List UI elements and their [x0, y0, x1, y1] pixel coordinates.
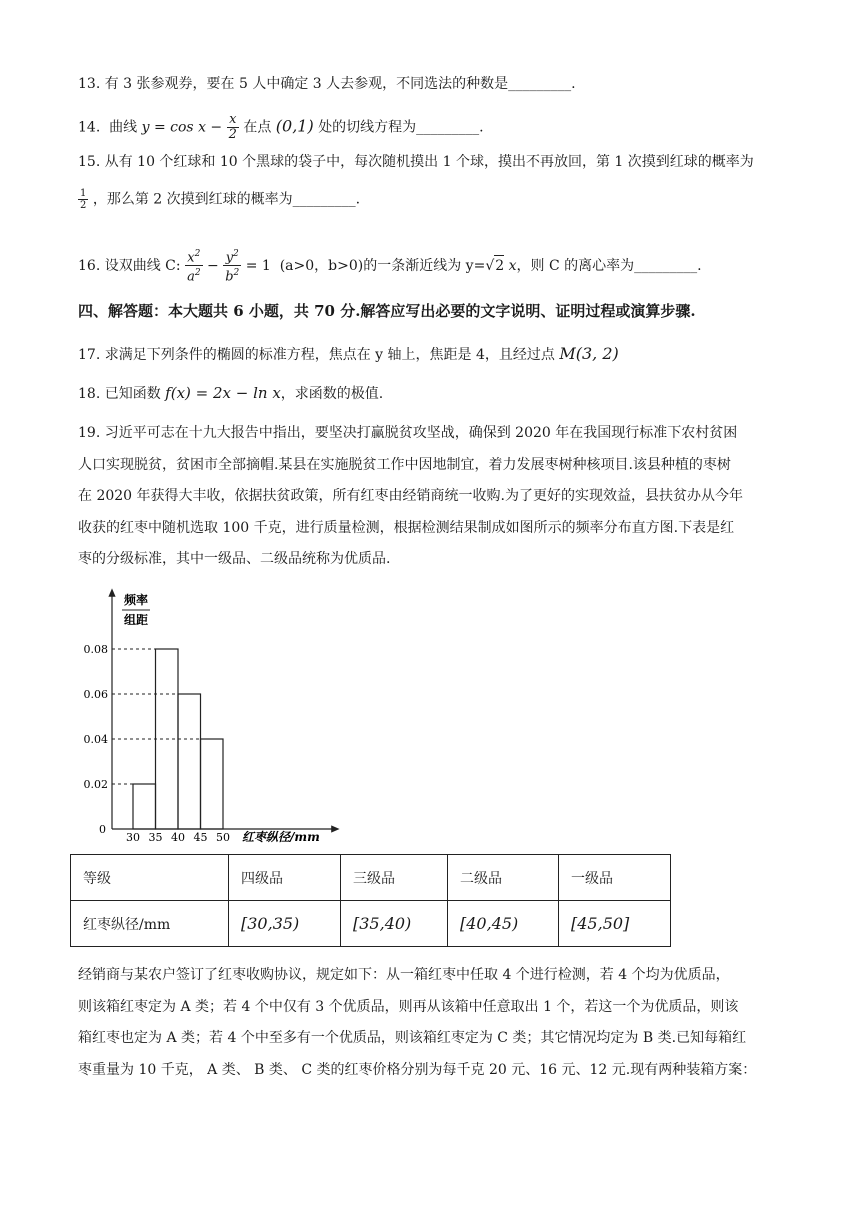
- paragraph-line: 枣的分级标准，其中一级品、二级品统称为优质品.: [78, 551, 391, 567]
- question-15-line2: [78, 188, 360, 211]
- question-number: 14.: [78, 119, 101, 136]
- table-cell: [35,40): [341, 901, 448, 947]
- question-number: 16.: [78, 257, 101, 274]
- x-axis-label: 红枣纵径/mm: [242, 830, 320, 844]
- question-number: 17.: [78, 347, 101, 363]
- x-tick-label: 45: [193, 831, 208, 844]
- question-15-line1: [78, 152, 754, 172]
- histogram-bar: [178, 694, 201, 829]
- table-cell: 等级: [71, 855, 229, 901]
- fraction: $\frac{x}{2}$: [228, 112, 237, 142]
- histogram-bar: [133, 784, 156, 829]
- table-cell: 四级品: [229, 855, 341, 901]
- table-cell: 二级品: [448, 855, 559, 901]
- table-cell: [45,50]: [559, 901, 671, 947]
- question-suffix: ，求函数的极值.: [280, 386, 384, 402]
- sqrt: √2: [485, 258, 504, 274]
- question-13: [78, 74, 576, 94]
- table-cell: [40,45): [448, 901, 559, 947]
- question-16: 16. 设双曲线 C: $\frac{x^2}{a^2}$ − $\frac{y^2}{b^2}$ = 1 (a>0，b>0)的一条渐近线为 y=√2 x，则 C 的离心率为_________.: [78, 249, 702, 285]
- y-axis-label-bottom: 组距: [123, 613, 149, 627]
- paragraph-line: 经销商与某农户签订了红枣收购协议，规定如下：从一箱红枣中任取 4 个进行检测，若 4 个均为优质品，: [78, 967, 730, 983]
- x-tick-label: 30: [126, 831, 140, 844]
- y-tick-label: 0.06: [83, 688, 108, 701]
- question-suffix: ，则 C 的离心率为_________.: [516, 257, 702, 274]
- question-mid: 在点: [243, 119, 272, 136]
- question-text: 从有 10 个红球和 10 个黑球的袋子中，每次随机摸出 1 个球，摸出不再放回，第 1 次摸到红球的概率为: [104, 154, 754, 170]
- y-tick-label: 0.08: [83, 643, 108, 656]
- question-text: 求满足下列条件的椭圆的标准方程，焦点在 y 轴上，焦距是 4，且经过点: [104, 347, 555, 363]
- table-cell: [30,35): [229, 901, 341, 947]
- question-18: [78, 383, 383, 404]
- fraction: $\frac{1}{2}$: [80, 188, 87, 211]
- paragraph-line: 在 2020 年获得大丰收，依据扶贫政策，所有红枣由经销商统一收购.为了更好的实现效益，县扶贫办从今年: [78, 488, 743, 504]
- function: f(x) = 2x − ln x: [165, 384, 281, 402]
- question-number: 15.: [78, 154, 101, 170]
- grade-table: [70, 854, 671, 947]
- question-number: 13.: [78, 76, 101, 92]
- paragraph-line: 则该箱红枣定为 A 类；若 4 个中仅有 3 个优质品，则再从该箱中任意取出 1 个，若这一个为优质品，则该: [78, 998, 739, 1015]
- asymptote-x: x: [508, 257, 517, 274]
- condition: (a>0，b>0)的一条渐近线为 y=: [279, 257, 486, 274]
- equation-lhs: y = cos x −: [141, 119, 223, 136]
- table-cell: 一级品: [559, 855, 671, 901]
- paragraph-line: 箱红枣也定为 A 类；若 4 个中至多有一个优质品，则该箱红枣定为 C 类；其它情况均定为 B 类.已知每箱红: [78, 1030, 747, 1046]
- question-number: 18.: [78, 386, 101, 402]
- x-tick-label: 50: [216, 831, 230, 844]
- paragraph-line: 收获的红枣中随机选取 100 千克，进行质量检测，根据检测结果制成如图所示的频率分布直方图.下表是红: [78, 519, 735, 536]
- histogram-bar: [201, 739, 224, 829]
- question-prefix: 设双曲线 C:: [104, 257, 181, 274]
- question-19: [78, 418, 783, 576]
- paragraph-line: 枣重量为 10 千克， A 类、 B 类、 C 类的红枣价格分别为每千克 20 元、16 元、12 元.现有两种装箱方案：: [78, 1061, 757, 1078]
- table-header-row: [71, 855, 671, 901]
- section-title: 四、解答题：本大题共 6 小题，共 70 分.解答应写出必要的文字说明、证明过程或演算步骤.: [78, 302, 696, 320]
- origin-label: 0: [99, 823, 106, 836]
- table-cell: 红枣纵径/mm: [71, 901, 229, 947]
- question-suffix: 处的切线方程为_________.: [318, 119, 484, 136]
- table-cell: 三级品: [341, 855, 448, 901]
- fraction-y: $\frac{y^2}{b^2}$: [225, 249, 240, 285]
- question-19-continued: [78, 960, 783, 1086]
- frequency-histogram: [76, 584, 346, 846]
- equation-rhs: = 1: [245, 257, 271, 274]
- y-tick-label: 0.04: [83, 733, 108, 746]
- x-tick-label: 40: [171, 831, 185, 844]
- question-text: ，那么第 2 次摸到红球的概率为_________.: [92, 191, 361, 208]
- question-17: [78, 344, 619, 365]
- point: M(3, 2): [559, 344, 619, 363]
- paragraph-line: 人口实现脱贫，贫困市全部摘帽.某县在实施脱贫工作中因地制宜，着力发展枣树种核项目.该县种植的枣树: [78, 456, 731, 473]
- x-tick-label: 35: [148, 831, 163, 844]
- question-14: [78, 113, 484, 142]
- question-prefix: 已知函数: [104, 386, 161, 402]
- paragraph-line: 19. 习近平可志在十九大报告中指出，要坚决打赢脱贫攻坚战，确保到 2020 年在我国现行标准下农村贫困: [78, 425, 738, 441]
- point: (0,1): [275, 116, 314, 136]
- fraction-x: $\frac{x^2}{a^2}$: [187, 249, 201, 285]
- y-tick-label: 0.02: [83, 778, 108, 791]
- question-text: 有 3 张参观券，要在 5 人中确定 3 人去参观，不同选法的种数是_________.: [104, 76, 576, 92]
- table-row: [71, 901, 671, 947]
- y-axis-label-top: 频率: [123, 593, 149, 607]
- question-prefix: 曲线: [109, 119, 138, 136]
